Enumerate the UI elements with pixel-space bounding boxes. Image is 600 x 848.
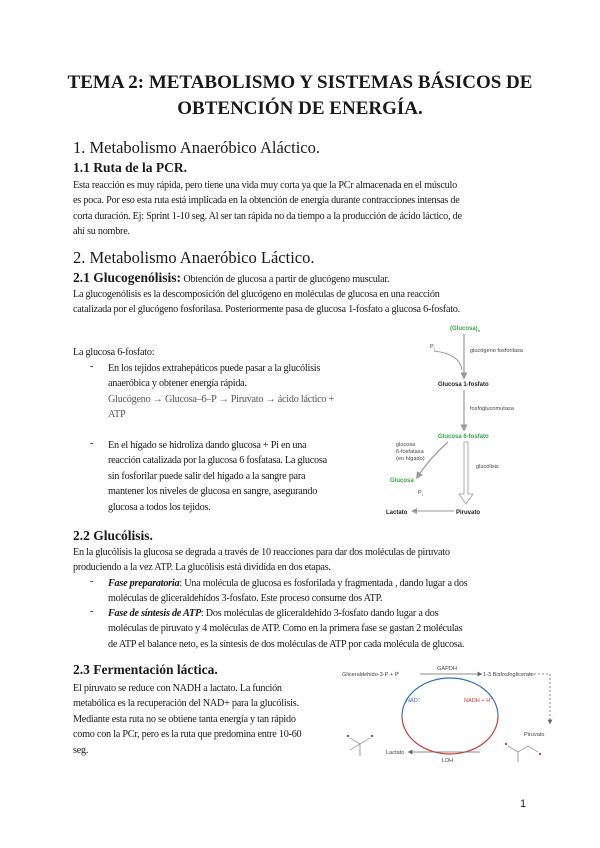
lactate-label: Lactato bbox=[386, 510, 408, 516]
text-line: Glucógeno → Glucosa–6–P → Piruvato → ácido láctico + bbox=[108, 393, 335, 405]
text-line: ATP bbox=[108, 409, 126, 421]
section-2-3-heading: 2.3 Fermentación láctica. bbox=[73, 662, 218, 677]
text-line: de ATP el balance neto, es la síntesis de dos moléculas de ATP por cada molécula de glucosa. bbox=[108, 638, 465, 650]
text-line: metabólica es la recuperación del NAD+ para la glucólisis. bbox=[73, 698, 299, 710]
ldh-label: LDH bbox=[442, 758, 454, 764]
text-line: : Dos moléculas de gliceraldehído 3-fosfato dando lugar a dos bbox=[200, 608, 439, 619]
section-1-1-heading: 1.1 Ruta de la PCR. bbox=[73, 160, 187, 175]
section-2-1-subtitle: Obtención de glucosa a partir de glucógeno muscular. bbox=[181, 274, 390, 285]
pyruvate-label: Piruvato bbox=[456, 510, 481, 516]
g6p-label: Glucosa 6-fosfato bbox=[438, 434, 489, 440]
bullet-phase-atp-synthesis bbox=[0, 606, 560, 652]
g1p-label: Glucosa 1-fosfato bbox=[438, 382, 489, 388]
g3p-label: Gliceraldehido-3-P + $P^i$ bbox=[342, 670, 400, 678]
text-line: ahí su nombre. bbox=[73, 226, 130, 238]
text-line: En la glucólisis la glucosa se degrada a través de 10 reacciones para dar dos moléculas de piruvato bbox=[73, 547, 450, 558]
bullet-phase-preparatory bbox=[0, 576, 560, 606]
liver-enzyme-line-1: glucosa bbox=[396, 442, 416, 448]
enzyme-phosphoglucomutase: fosfoglucomutasa bbox=[470, 406, 514, 412]
pi-curve-arrow bbox=[434, 351, 462, 370]
bullet-dash: - bbox=[90, 576, 94, 587]
nad-arc-top bbox=[402, 678, 498, 716]
bpg-label: 1-3 Bisfosfoglicerato bbox=[483, 672, 534, 678]
text-line: glucosa a todos los tejidos. bbox=[108, 501, 211, 513]
g6p-intro: La glucosa 6-fosfato: bbox=[73, 347, 155, 358]
page-number: 1 bbox=[520, 798, 527, 810]
nad-label: NAD+ bbox=[406, 696, 421, 704]
glucosa-n-label: $(Glucosa)_n$ bbox=[450, 326, 481, 333]
section-2-1-paragraph bbox=[73, 287, 543, 318]
text-line: catalizada por el glucógeno fosforilasa. Posteriormente pasa de glucosa 1-fosfato a glucosa 6-fosfato. bbox=[73, 304, 460, 316]
lactate-label: Lactato bbox=[386, 750, 405, 756]
bullet-dash: - bbox=[90, 438, 94, 449]
text-line: En los tejidos extrahepáticos puede pasar a la glucólisis bbox=[108, 363, 321, 374]
section-2-1-heading: 2.1 Glucogenólisis: bbox=[73, 270, 182, 285]
gapdh-label: GAPDH bbox=[437, 666, 457, 672]
text-line: Esta reacción es muy rápida, pero tiene una vida muy corta ya que la PCr almacenada en el músculo bbox=[73, 180, 457, 191]
title-line-1: TEMA 2: METABOLISMO Y SISTEMAS BÁSICOS DE bbox=[67, 72, 533, 93]
section-2-1-heading-line bbox=[73, 270, 389, 286]
pyruvate-label: Piruvato bbox=[524, 732, 545, 738]
text-line: moléculas de gliceraldehídos 3-fosfato. Este proceso consume dos ATP. bbox=[108, 593, 383, 605]
bullet-extrahepatic bbox=[0, 361, 380, 431]
section-2-2-heading: 2.2 Glucólisis. bbox=[73, 528, 153, 543]
text-line: como con la PCr, pero es la ruta que predomina entre 10-60 bbox=[73, 729, 302, 741]
document-title bbox=[40, 70, 560, 122]
text-line: Mediante esta ruta no se obtiene tanta energía y tan rápido bbox=[73, 713, 296, 725]
text-line: El piruvato se reduce con NADH a lactato. La función bbox=[73, 683, 282, 694]
pi-label-2: $P_i$ bbox=[418, 490, 423, 497]
text-line: anaeróbica y obtener energía rápida. bbox=[108, 378, 247, 390]
enzyme-glycogen-phosphorylase: glucógeno fosforilasa bbox=[470, 348, 523, 354]
text-line: seg. bbox=[73, 744, 89, 756]
dashed-path-arrow bbox=[530, 674, 550, 722]
text-line: : Una molécula de glucosa es fosforilada y fragmentada , dando lugar a dos bbox=[179, 578, 468, 589]
liver-enzyme-line-2: 6-fosfatasa bbox=[396, 449, 424, 455]
text-line: La glucogenólisis es la descomposición del glucógeno en moléculas de glucosa en una reacción bbox=[73, 289, 440, 300]
text-line: sin fosforilar puede salir del hígado a la sangre para bbox=[108, 470, 306, 482]
text-line: moléculas de piruvato y 4 moléculas de ATP. Como en la primera fase se gastan 2 moléculas bbox=[108, 623, 463, 635]
pi-label: $P_i$ bbox=[430, 344, 435, 351]
liver-enzyme-line-3: (en hígado) bbox=[396, 456, 425, 462]
phase-2-label: Fase de síntesis de ATP bbox=[108, 608, 201, 619]
lactate-structure-icon bbox=[347, 735, 373, 756]
section-2-3-paragraph bbox=[73, 681, 343, 758]
text-line: produciendo a la vez ATP. La glucólisis está dividida en dos etapas. bbox=[73, 562, 331, 574]
text-line: es poca. Por eso esta ruta está implicada en la obtención de energía durante contracciones intensas de bbox=[73, 195, 460, 207]
lactic-fermentation-diagram bbox=[340, 664, 558, 766]
title-line-2: OBTENCIÓN DE ENERGÍA. bbox=[177, 98, 423, 119]
text-line: mantener los niveles de glucosa en sangre, asegurando bbox=[108, 486, 318, 498]
phase-1-label: Fase preparatoria bbox=[108, 578, 180, 589]
glycogenolysis-diagram bbox=[378, 318, 538, 523]
bullet-liver bbox=[0, 438, 380, 518]
section-1-heading: 1. Metabolismo Anaeróbico Aláctico. bbox=[73, 138, 320, 157]
text-line: En el hígado se hidroliza dando glucosa + Pi en una bbox=[108, 440, 307, 451]
text-line: corta duración. Ej: Sprint 1-10 seg. Al ser tan rápida no da tiempo a la producción de ácido láctico, de bbox=[73, 210, 462, 222]
nadh-label: NADH + H+ bbox=[464, 696, 493, 704]
section-2-heading: 2. Metabolismo Anaeróbico Láctico. bbox=[73, 248, 315, 267]
glycolysis-big-arrow bbox=[459, 442, 473, 504]
glucose-label: Glucosa bbox=[390, 478, 414, 484]
bullet-dash: - bbox=[90, 361, 94, 372]
text-line: reacción catalizada por la glucosa 6 fosfatasa. La glucosa bbox=[108, 455, 327, 467]
pyruvate-structure-icon bbox=[505, 743, 541, 762]
nadh-arc-bottom bbox=[402, 716, 498, 754]
section-2-2-paragraph bbox=[73, 545, 543, 576]
glycolysis-label: glucólisis bbox=[476, 464, 499, 470]
section-1-1-paragraph bbox=[73, 178, 533, 240]
bullet-dash: - bbox=[90, 606, 94, 617]
